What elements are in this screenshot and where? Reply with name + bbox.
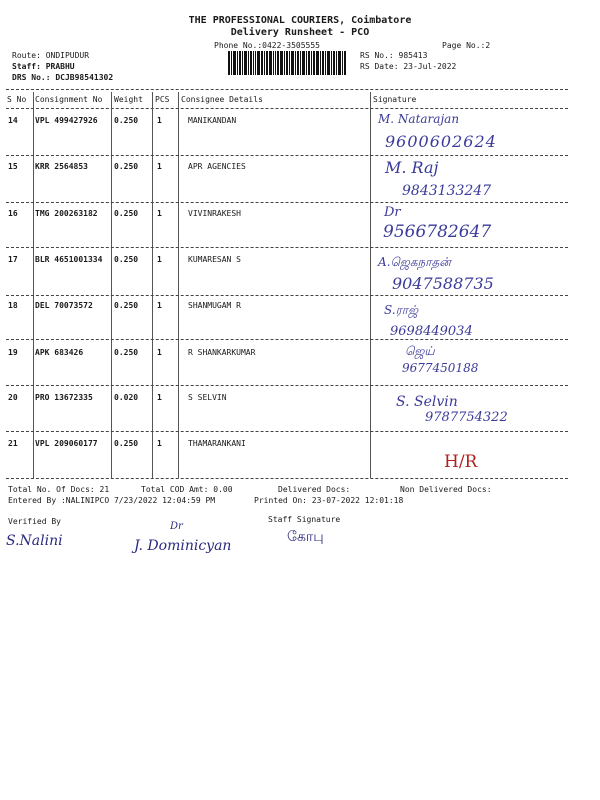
total-docs: Total No. Of Docs: 21	[8, 485, 110, 494]
row-weight: 0.250	[114, 348, 139, 357]
row-consignment: TMG 200263182	[35, 209, 98, 218]
signature-phone: 9698449034	[390, 324, 473, 339]
runsheet-title: Delivery Runsheet - PCO	[230, 27, 370, 38]
row-consignee: S SELVIN	[188, 393, 227, 402]
row-pcs: 1	[157, 255, 162, 264]
row-consignee: VIVINRAKESH	[188, 209, 241, 218]
signature-name: Dr	[384, 205, 401, 220]
row-pcs: 1	[157, 301, 162, 310]
table-top-rule	[6, 89, 568, 90]
row-pcs: 1	[157, 209, 162, 218]
row-consignment: VPL 209060177	[35, 439, 98, 448]
signature-name: M. Raj	[385, 158, 439, 177]
row-rule	[6, 431, 568, 432]
staff-signature-label: Staff Signature	[268, 515, 341, 524]
row-consignment: PRO 13672335	[35, 393, 93, 402]
verifier-signature: S.Nalini	[6, 533, 63, 549]
col-consignee: Consignee Details	[181, 95, 263, 104]
signature-phone: 9843133247	[402, 183, 492, 199]
signature-phone: 9047588735	[392, 274, 494, 293]
row-consignment: BLR 4651001334	[35, 255, 103, 264]
row-weight: 0.020	[114, 393, 139, 402]
row-consignment: DEL 70073572	[35, 301, 93, 310]
printed-on: Printed On: 23-07-2022 12:01:18	[254, 496, 404, 505]
non-delivered-docs: Non Delivered Docs:	[400, 485, 492, 494]
row-pcs: 1	[157, 439, 162, 448]
signature-name: S. Selvin	[396, 394, 458, 410]
col-divider	[111, 92, 112, 478]
total-cod: Total COD Amt: 0.00	[141, 485, 233, 494]
row-pcs: 1	[157, 393, 162, 402]
signature-phone: 9677450188	[402, 361, 479, 375]
delivered-docs: Delivered Docs:	[278, 485, 351, 494]
row-rule	[6, 385, 568, 386]
col-divider	[33, 92, 34, 478]
rs-number: RS No.: 985413	[360, 51, 428, 60]
col-pcs: PCS	[155, 95, 170, 104]
row-consignee: MANIKANDAN	[188, 116, 237, 125]
col-divider	[152, 92, 153, 478]
col-divider	[370, 92, 371, 478]
row-sno: 14	[8, 116, 18, 125]
row-consignee: R SHANKARKUMAR	[188, 348, 256, 357]
row-rule	[6, 295, 568, 296]
phone-number: Phone No.:0422-3505555	[214, 41, 320, 50]
signature-name: A.ஜெகநாதன்	[378, 255, 451, 269]
row-weight: 0.250	[114, 439, 139, 448]
row-consignee: KUMARESAN S	[188, 255, 241, 264]
route: Route: ONDIPUDUR	[12, 51, 90, 60]
dominic-signature: J. Dominicyan	[134, 538, 232, 554]
row-weight: 0.250	[114, 116, 139, 125]
row-pcs: 1	[157, 116, 162, 125]
row-sno: 20	[8, 393, 18, 402]
row-rule	[6, 202, 568, 203]
row-rule	[6, 339, 568, 340]
col-divider	[178, 92, 179, 478]
row-weight: 0.250	[114, 301, 139, 310]
staff-signature: கோபு	[287, 529, 324, 545]
row-consignment: APK 683426	[35, 348, 84, 357]
row-sno: 19	[8, 348, 18, 357]
row-pcs: 1	[157, 162, 162, 171]
signature-name: H/R	[444, 452, 478, 472]
rs-date: RS Date: 23-Jul-2022	[360, 62, 457, 71]
row-weight: 0.250	[114, 255, 139, 264]
barcode	[228, 51, 346, 75]
row-sno: 16	[8, 209, 18, 218]
row-rule	[6, 155, 568, 156]
table-bottom-rule	[6, 478, 568, 479]
page-number: Page No.:2	[442, 41, 491, 50]
initial-signature: Dr	[170, 521, 183, 532]
drs-number: DRS No.: DCJB98541302	[12, 73, 114, 82]
company-title: THE PROFESSIONAL COURIERS, Coimbatore	[188, 15, 412, 26]
signature-phone: 9600602624	[385, 132, 497, 151]
row-consignment: KRR 2564853	[35, 162, 88, 171]
signature-name: M. Natarajan	[378, 112, 460, 126]
entered-by: Entered By :NALINIPCO 7/23/2022 12:04:59 PM	[8, 496, 216, 505]
row-sno: 21	[8, 439, 18, 448]
row-sno: 17	[8, 255, 18, 264]
col-consignment: Consignment No	[35, 95, 103, 104]
row-sno: 18	[8, 301, 18, 310]
signature-name: ஜெய்	[405, 344, 435, 358]
col-signature: Signature	[373, 95, 417, 104]
signature-name: S.ராஜ்	[384, 303, 419, 317]
row-pcs: 1	[157, 348, 162, 357]
row-consignee: THAMARANKANI	[188, 439, 246, 448]
header-rule	[6, 108, 568, 109]
row-consignee: APR AGENCIES	[188, 162, 246, 171]
signature-phone: 9566782647	[383, 222, 492, 242]
signature-phone: 9787754322	[425, 410, 508, 425]
row-rule	[6, 247, 568, 248]
col-weight: Weight	[114, 95, 143, 104]
row-sno: 15	[8, 162, 18, 171]
verified-by-label: Verified By	[8, 517, 61, 526]
row-consignee: SHANMUGAM R	[188, 301, 241, 310]
row-consignment: VPL 499427926	[35, 116, 98, 125]
staff: Staff: PRABHU	[12, 62, 75, 71]
col-sno: S No	[7, 95, 27, 104]
row-weight: 0.250	[114, 209, 139, 218]
row-weight: 0.250	[114, 162, 139, 171]
